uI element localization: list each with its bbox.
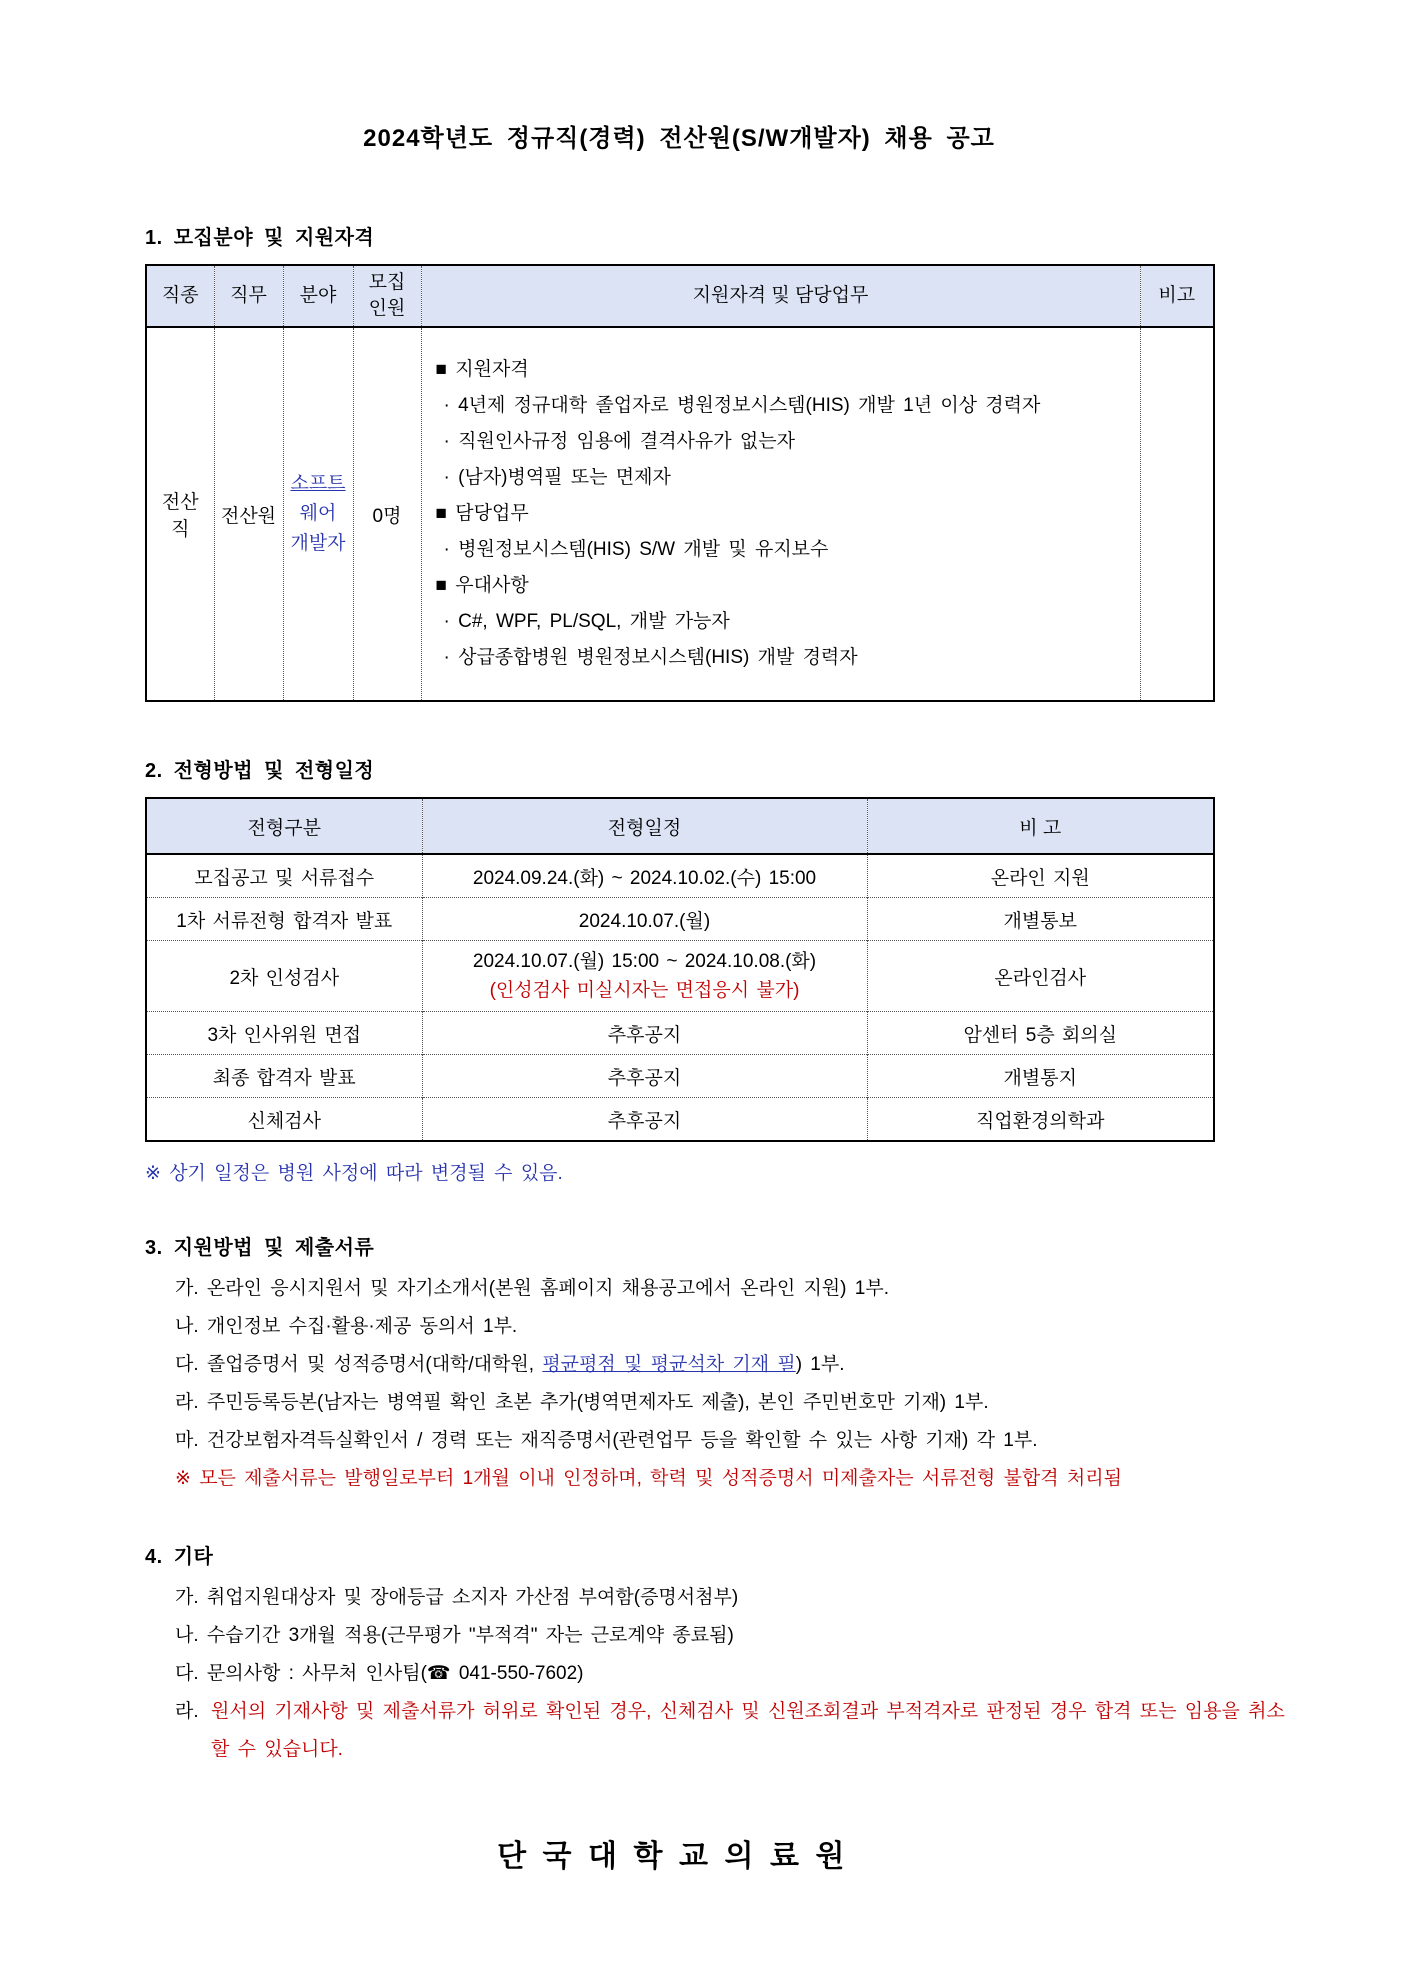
etc-item-na: 나. 수습기간 3개월 적용(근무평가 "부적격" 자는 근로계약 종료됨) xyxy=(175,1625,734,1646)
section-3-heading: 3. 지원방법 및 제출서류 xyxy=(145,1237,375,1259)
schedule-note: ※ 상기 일정은 병원 사정에 따라 변경될 수 있음. xyxy=(145,1163,563,1184)
col-header-iljeong: 전형일정 xyxy=(422,798,867,854)
schedule-row xyxy=(146,1098,1214,1142)
detail-line: · 상급종합병원 병원정보시스템(HIS) 개발 경력자 xyxy=(443,647,858,668)
section-1-heading: 1. 모집분야 및 지원자격 xyxy=(145,227,375,249)
cell-gubun: 모집공고 및 서류접수 xyxy=(194,867,375,889)
schedule-row xyxy=(146,854,1214,898)
cell-iljeong: 2024.09.24.(화) ~ 2024.10.02.(수) 15:00 xyxy=(422,854,867,898)
submission-item-da xyxy=(145,1346,1295,1384)
cell-bigo: 온라인 지원 xyxy=(867,854,1214,898)
col-header-detail: 지원자격 및 담당업무 xyxy=(421,265,1140,327)
page-title: 2024학년도 정규직(경력) 전산원(S/W개발자) 채용 공고 xyxy=(363,125,995,152)
cell-gubun: 1차 서류전형 합격자 발표 xyxy=(146,898,422,941)
etc-items xyxy=(145,1579,1295,1769)
schedule-table xyxy=(145,797,1215,1142)
detail-line: ■ 우대사항 xyxy=(435,575,529,596)
cell-bigo: 온라인검사 xyxy=(867,941,1214,1012)
cell-jikjong: 전산직 xyxy=(161,492,199,540)
schedule-row xyxy=(146,898,1214,941)
cell-bigo: 개별통보 xyxy=(867,898,1214,941)
col-header-mojip-inwon xyxy=(353,265,421,327)
detail-line: · 4년제 정규대학 졸업자로 병원정보시스템(HIS) 개발 1년 이상 경력자 xyxy=(443,395,1041,416)
cell-iljeong: 추후공지 xyxy=(422,1012,867,1055)
submission-item-na: 나. 개인정보 수집·활용·제공 동의서 1부. xyxy=(175,1316,518,1337)
submission-item-da-emphasis: 평균평점 및 평균석차 기재 필 xyxy=(542,1354,796,1375)
cell-count: 0명 xyxy=(353,327,421,701)
submission-item-da-prefix: 다. 졸업증명서 및 성적증명서(대학/대학원, xyxy=(175,1354,543,1375)
cell-bigo xyxy=(1140,327,1214,701)
col-header-gubun: 전형구분 xyxy=(146,798,422,854)
schedule-row xyxy=(146,1012,1214,1055)
submission-warning-note: ※ 모든 제출서류는 발행일로부터 1개월 이내 인정하며, 학력 및 성적증명서 미제출자는 서류전형 불합격 처리됨 xyxy=(175,1468,1122,1489)
cell-bigo: 개별통지 xyxy=(867,1055,1214,1098)
cell-iljeong: 추후공지 xyxy=(422,1098,867,1142)
col-header-bigo: 비고 xyxy=(1140,265,1214,327)
col-header-mojip-line2: 인원 xyxy=(368,298,406,319)
cell-gubun: 신체검사 xyxy=(146,1098,422,1142)
etc-item-ra-label: 라. xyxy=(175,1701,199,1722)
detail-line: · (남자)병역필 또는 면제자 xyxy=(443,467,671,488)
col-header-jikjong: 직종 xyxy=(146,265,214,327)
section-2-heading: 2. 전형방법 및 전형일정 xyxy=(145,760,375,782)
cell-iljeong xyxy=(422,941,867,1012)
submission-item-ra: 라. 주민등록등본(남자는 병역필 확인 초본 추가(병역면제자도 제출), 본인 주민번호만 기재) 1부. xyxy=(175,1392,989,1413)
etc-item-da-prefix: 다. 문의사항 : 사무처 인사팀( xyxy=(175,1663,427,1684)
schedule-table-header-row xyxy=(146,798,1214,854)
recruitment-table-header-row xyxy=(146,265,1214,327)
detail-line: · 병원정보시스템(HIS) S/W 개발 및 유지보수 xyxy=(443,539,829,560)
cell-gubun: 2차 인성검사 xyxy=(146,941,422,1012)
iljeong-warning: (인성검사 미실시자는 면접응시 불가) xyxy=(489,980,800,1001)
phone-icon: ☎ xyxy=(426,1663,451,1684)
bunya-line-3: 개발자 xyxy=(290,533,346,554)
col-header-jikmu: 직무 xyxy=(214,265,283,327)
iljeong-date: 2024.10.07.(월) 15:00 ~ 2024.10.08.(화) xyxy=(472,951,817,972)
etc-item-da-suffix: 041-550-7602) xyxy=(450,1663,584,1684)
organization-name: 단국대학교의료원 xyxy=(497,1840,861,1873)
detail-line: ■ 지원자격 xyxy=(435,359,529,380)
etc-item-ra xyxy=(145,1693,1295,1769)
etc-item-ga: 가. 취업지원대상자 및 장애등급 소지자 가산점 부여함(증명서첨부) xyxy=(175,1587,739,1608)
recruitment-table-row xyxy=(146,327,1214,701)
cell-jikmu: 전산원 xyxy=(214,327,283,701)
bunya-line-1: 소프트 xyxy=(290,473,346,494)
etc-item-ra-text: 원서의 기재사항 및 제출서류가 허위로 확인된 경우, 신체검사 및 신원조회결과 부적격자로 판정된 경우 합격 또는 임용을 취소할 수 있습니다. xyxy=(211,1701,1285,1760)
detail-line: ■ 담당업무 xyxy=(435,503,529,524)
col-header-bigo2: 비 고 xyxy=(867,798,1214,854)
col-header-mojip-line1: 모집 xyxy=(368,272,406,293)
cell-iljeong: 2024.10.07.(월) xyxy=(422,898,867,941)
schedule-row xyxy=(146,1055,1214,1098)
cell-gubun: 최종 합격자 발표 xyxy=(146,1055,422,1098)
cell-detail xyxy=(421,327,1140,701)
submission-item-ma: 마. 건강보험자격득실확인서 / 경력 또는 재직증명서(관련업무 등을 확인할 수 있는 사항 기재) 각 1부. xyxy=(175,1430,1038,1451)
submission-item-ga: 가. 온라인 응시지원서 및 자기소개서(본원 홈페이지 채용공고에서 온라인 지원) 1부. xyxy=(175,1278,889,1299)
detail-line: · C#, WPF, PL/SQL, 개발 가능자 xyxy=(443,611,730,632)
cell-gubun: 3차 인사위원 면접 xyxy=(146,1012,422,1055)
submission-items xyxy=(145,1270,1295,1498)
bunya-line-2: 웨어 xyxy=(299,503,337,524)
cell-bigo: 암센터 5층 회의실 xyxy=(867,1012,1214,1055)
detail-line: · 직원인사규정 임용에 결격사유가 없는자 xyxy=(443,431,795,452)
submission-item-da-suffix: ) 1부. xyxy=(795,1354,845,1375)
recruitment-table xyxy=(145,264,1215,702)
section-4-heading: 4. 기타 xyxy=(145,1546,214,1568)
cell-bigo: 직업환경의학과 xyxy=(867,1098,1214,1142)
cell-bunya xyxy=(283,327,353,701)
cell-iljeong: 추후공지 xyxy=(422,1055,867,1098)
etc-item-da xyxy=(145,1655,1295,1693)
schedule-row xyxy=(146,941,1214,1012)
col-header-bunya: 분야 xyxy=(283,265,353,327)
